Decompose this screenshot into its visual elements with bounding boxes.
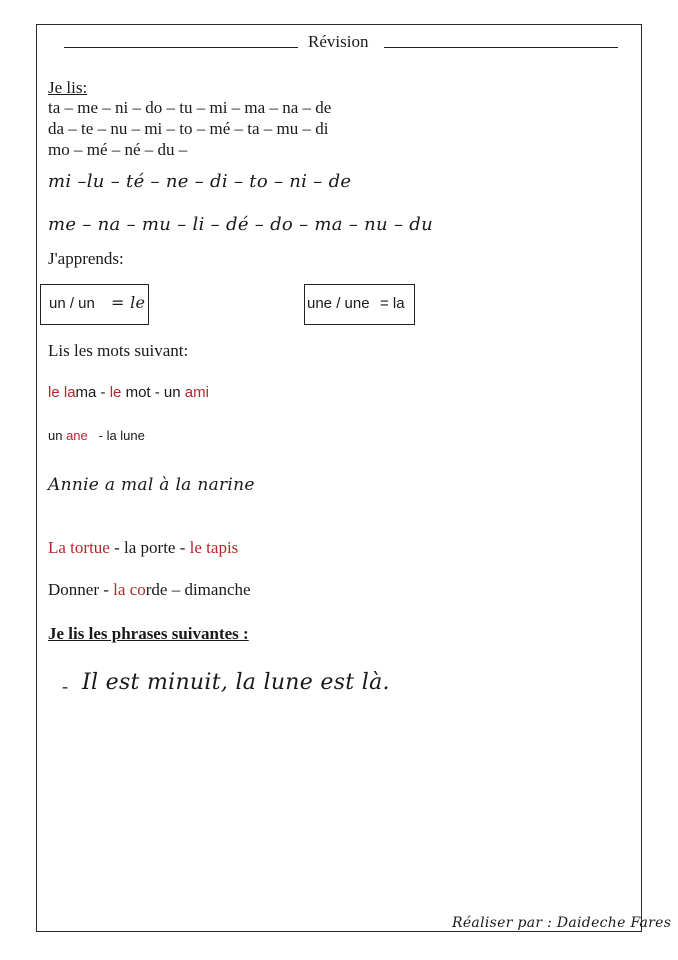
heading-je-lis-les-phrases: Je lis les phrases suivantes : [48, 624, 249, 643]
word-segment: La tor [48, 538, 90, 557]
heading-j-apprends: J'apprends: [48, 249, 124, 268]
cursive-sentence-annie: Annie a mal à la narine [48, 475, 255, 495]
word-line-3 [48, 538, 238, 558]
word-segment: ma [75, 384, 97, 401]
bullet-dash: - [62, 676, 68, 696]
title-rule-right [384, 47, 618, 48]
word-line-2 [48, 428, 145, 443]
cursive-syllable-line-1: mi –lu – té – ne – di – to – ni – de [48, 171, 352, 192]
word-segment: - un [150, 384, 185, 401]
word-segment: - la porte - [109, 538, 190, 557]
word-segment: Donner - [48, 580, 114, 599]
article-box-masculine [40, 284, 149, 325]
word-segment: mi [193, 384, 209, 401]
word-segment: tapis [201, 538, 239, 557]
word-segment: le [109, 384, 122, 401]
word-segment: - [96, 384, 110, 401]
word-segment: mot [121, 384, 151, 401]
word-segment: rde [145, 580, 168, 599]
cursive-syllable-line-2: me – na – mu – li – dé – do – ma – nu – du [48, 214, 434, 235]
article-box-masculine-text: un / un [49, 295, 95, 312]
word-segment: – dimanche [167, 580, 251, 599]
article-box-feminine-cursive: = la [380, 295, 405, 312]
syllable-line-1: ta – me – ni – do – tu – mi – ma – na – de [48, 98, 332, 117]
word-line-4 [48, 580, 251, 600]
title-row [64, 30, 620, 54]
cursive-sentence-minuit: Il est minuit, la lune est là. [82, 670, 390, 695]
word-segment: a [184, 384, 194, 401]
word-segment: - la lune [98, 428, 145, 443]
word-segment: la co [113, 580, 146, 599]
word-segment: la [59, 384, 76, 401]
syllable-line-2: da – te – nu – mi – to – mé – ta – mu – di [48, 119, 329, 138]
page-title: Révision [308, 32, 369, 51]
heading-je-lis: Je lis: [48, 78, 88, 97]
article-box-feminine-text: une / une [307, 295, 370, 312]
word-segment: ane [62, 428, 88, 443]
word-line-1 [48, 384, 209, 401]
title-rule-left [64, 47, 298, 48]
word-segment: le [189, 538, 202, 557]
syllable-line-3: mo – mé – né – du – [48, 140, 188, 159]
author-signature: Réaliser par : Daideche Fares [452, 915, 672, 931]
word-segment: tue [89, 538, 110, 557]
article-box-masculine-cursive: = le [111, 293, 146, 312]
heading-lis-les-mots: Lis les mots suivant: [48, 341, 189, 360]
article-box-feminine [304, 284, 415, 325]
word-segment: le [48, 384, 60, 401]
word-segment: un [48, 428, 63, 443]
